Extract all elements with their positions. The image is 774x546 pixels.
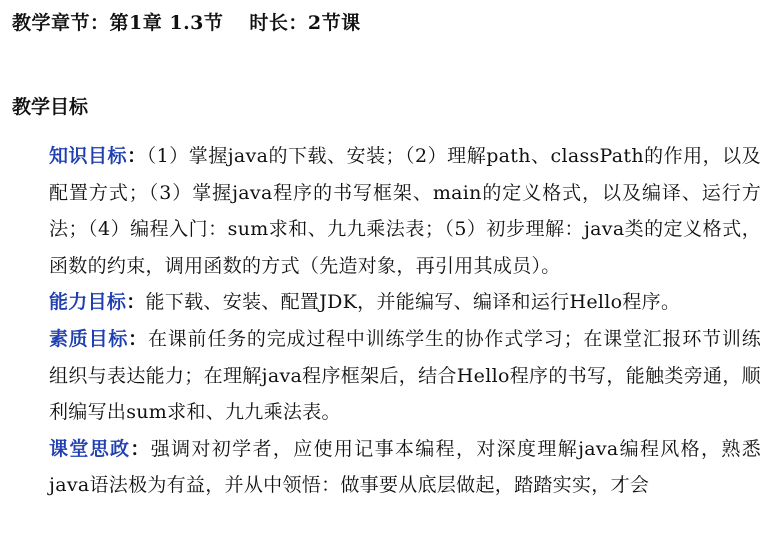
quality-goal-label: 素质目标 <box>49 327 129 350</box>
duration-value: 2节课 <box>307 12 361 34</box>
knowledge-goal-label: 知识目标 <box>49 145 128 167</box>
ideology-goal-label: 课堂思政 <box>49 437 131 460</box>
knowledge-goal-paragraph <box>49 138 761 284</box>
knowledge-goal-colon: ： <box>127 145 147 167</box>
chapter-value: 第1章 1.3节 <box>109 12 224 34</box>
ideology-goal-text: 强调对初学者，应使用记事本编程，对深度理解java编程风格，熟悉java语法极为有益，并从中领悟：做事要从底层做起，踏踏实实，才会 <box>49 437 761 497</box>
section-title: 教学目标 <box>12 96 89 118</box>
ability-goal-label: 能力目标 <box>49 291 127 314</box>
quality-goal-paragraph <box>49 321 761 431</box>
ability-goal-colon: ： <box>126 291 146 314</box>
ideology-goal-paragraph <box>49 431 761 504</box>
quality-goal-colon: ： <box>128 327 148 350</box>
ideology-goal-colon: ： <box>130 437 151 460</box>
ability-goal-paragraph <box>49 284 761 321</box>
duration-label: 时长： <box>249 12 308 34</box>
lesson-info-header <box>12 8 361 35</box>
ability-goal-text: 能下载、安装、配置JDK，并能编写、编译和运行Hello程序。 <box>145 291 681 314</box>
quality-goal-text: 在课前任务的完成过程中训练学生的协作式学习；在课堂汇报环节训练组织与表达能力；在理解java程序框架后，结合Hello程序的书写，能触类旁通，顺利编写出sum求和、九九乘法表。 <box>49 327 761 424</box>
knowledge-goal-text: （1）掌握java的下载、安装；（2）理解path、classPath的作用，以及配置方式；（3）掌握java程序的书写框架、main的定义格式，以及编译、运行方法；（4）编程入门：sum求和、九九乘法表；（5）初步理解：java类的定义格式，函数的约束，调用函数的方式（先造对象，再引用其成员）。 <box>49 145 761 277</box>
goals-content <box>49 138 761 504</box>
chapter-label: 教学章节： <box>12 12 110 34</box>
